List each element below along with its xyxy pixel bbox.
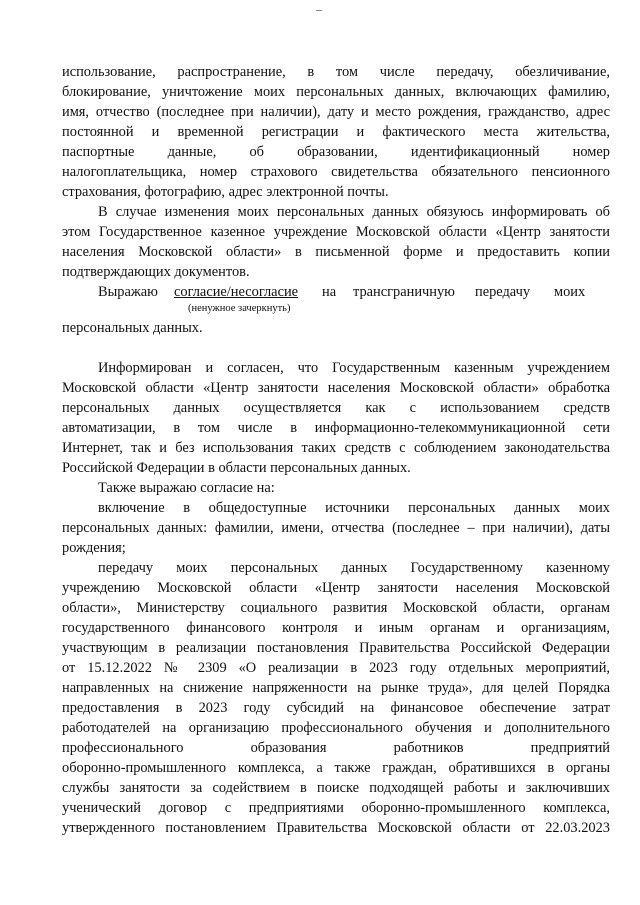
para1-line-3: имя, отчество (последнее при наличии), дату и место рождения, гражданство, адрес [62, 104, 610, 120]
item2-line-6: от 15.12.2022 № 2309 «О реализации в 2023 году отдельных мероприятий, [62, 660, 610, 676]
item1-line-2: персональных данных: фамилии, имени, отчества (последнее – при наличии), даты [62, 520, 610, 536]
para3-line-3: персональных данных осуществляется как с использованием средств [62, 400, 610, 416]
item2-line-13: ученический договор с предприятиями оборонно-промышленного комплекса, [62, 800, 610, 816]
item2-line-11: оборонно-промышленного комплекса, а также граждан, обратившихся в органы [62, 760, 610, 776]
item2-line-3: области», Министерству социального развития Московской области, органам [62, 600, 610, 616]
para2-line-2: этом Государственное казенное учреждение Московской области «Центр занятости [62, 224, 610, 240]
consent-word-express: Выражаю [98, 284, 158, 300]
para1-line-6: налогоплательщика, номер страхового свидетельства обязательного пенсионного [62, 164, 610, 180]
item2-line-2: учреждению Московской области «Центр занятости населения Московской [62, 580, 610, 596]
item1-line-1: включение в общедоступные источники персональных данных моих [98, 500, 610, 516]
item2-line-8: предоставления в 2023 году субсидий на финансовое обеспечение затрат [62, 700, 610, 716]
cross-border-consent-line [98, 282, 610, 302]
item2-line-7: направленных на снижение напряженности на рынке труда», для целей Порядка [62, 680, 610, 696]
consent-tail: персональных данных. [62, 320, 203, 336]
consent-word-transfer: передачу [475, 284, 531, 300]
para3-line-6: Российской Федерации в области персональных данных. [62, 460, 411, 476]
item2-line-14: утвержденного постановлением Правительства Московской области от 22.03.2023 [62, 820, 610, 836]
item2-line-10: профессионального образования работников предприятий [62, 740, 610, 756]
para3-line-4: автоматизации, в том числе в информационно-телекоммуникационной сети [62, 420, 610, 436]
item2-line-12: службы занятости за содействием в поиске подходящей работы и заключивших [62, 780, 610, 796]
para3-line-1: Информирован и согласен, что Государственным казенным учреждением [98, 360, 610, 376]
item2-line-9: работодателей на организацию профессионального обучения и дополнительного [62, 720, 610, 736]
consent-word-on: на [322, 284, 337, 300]
para1-line-7: страхования, фотографию, адрес электронной почты. [62, 184, 389, 200]
para1-line-2: блокирование, уничтожение моих персональных данных, включающих фамилию, [62, 84, 610, 100]
para2-line-1: В случае изменения моих персональных данных обязуюсь информировать об [98, 204, 610, 220]
item2-line-5: участвующим в реализации постановления Правительства Российской Федерации [62, 640, 610, 656]
item2-line-1: передачу моих персональных данных Государственному казенному [98, 560, 610, 576]
para1-line-5: паспортные данные, об образовании, идентификационный номер [62, 144, 610, 160]
para3-line-5: Интернет, так и без использования таких средств с соблюдением законодательства [62, 440, 610, 456]
para2-line-4: подтверждающих документов. [62, 264, 250, 280]
item2-line-4: государственного финансового контроля и иным органам и организациям, [62, 620, 610, 636]
item1-line-3: рождения; [62, 540, 126, 556]
para1-line-4: постоянной и временной регистрации и фактического места жительства, [62, 124, 610, 140]
strike-out-note: (ненужное зачеркнуть) [188, 303, 291, 314]
page-number-mark: – [316, 2, 322, 16]
consent-choice: согласие/несогласие [174, 284, 299, 300]
consent-word-my: моих [554, 284, 586, 300]
para3-line-2: Московской области «Центр занятости населения Московской области» обработка [62, 380, 610, 396]
para1-line-1: использование, распространение, в том числе передачу, обезличивание, [62, 64, 610, 80]
para2-line-3: населения Московской области» в письменной форме и предоставить копии [62, 244, 610, 260]
consent-word-crossborder: трансграничную [353, 284, 455, 300]
also-consent-heading: Также выражаю согласие на: [98, 480, 275, 496]
